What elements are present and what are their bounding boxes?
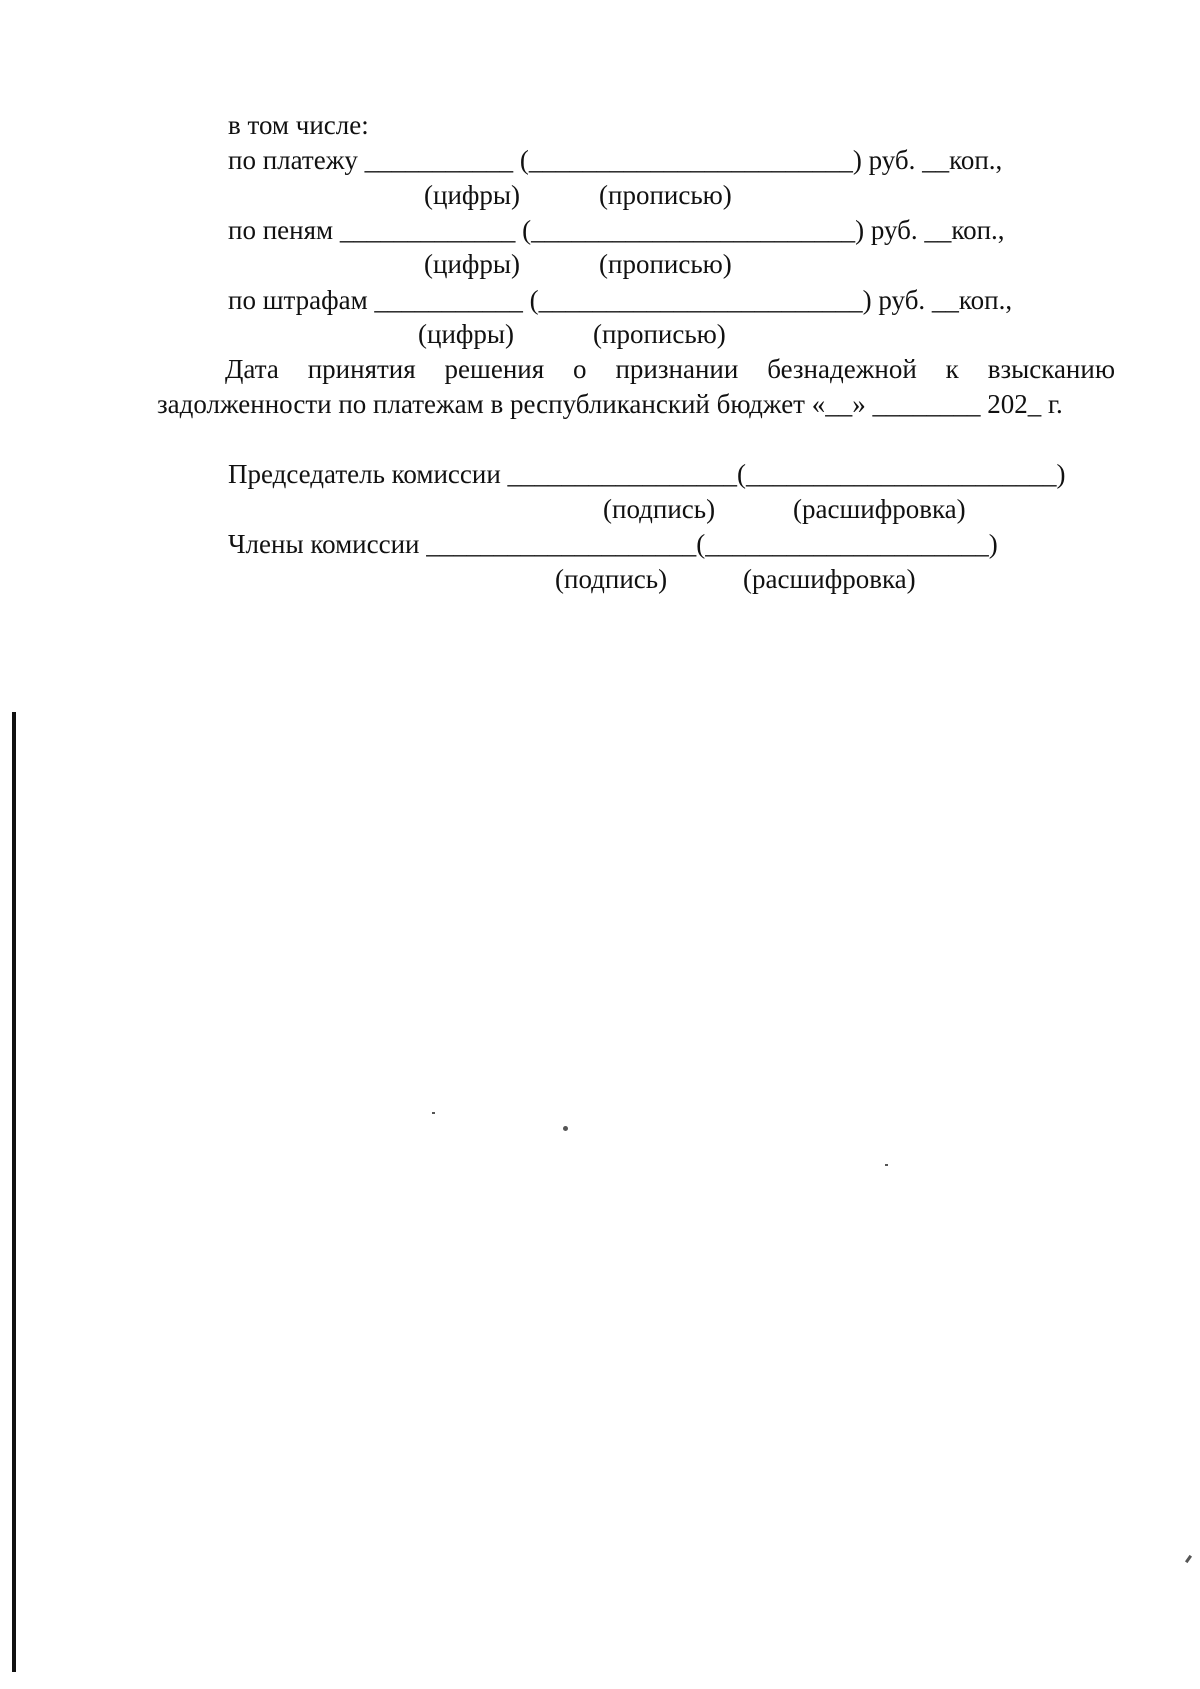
decision-date-text: Дата принятия решения о признании безнадежной к взысканию — [225, 354, 1115, 384]
scan-speck — [563, 1126, 568, 1131]
chairman-sign-caption: (подпись) — [603, 494, 716, 524]
intro-text: в том числе: — [228, 110, 369, 140]
scan-speck — [885, 1164, 888, 1166]
payment-words-caption: (прописью) — [599, 180, 732, 210]
penalty-words-caption: (прописью) — [599, 249, 732, 279]
members-signature-line: Члены комиссии ____________________(_____________________) — [228, 529, 998, 559]
fines-words-caption: (прописью) — [593, 319, 726, 349]
payment-line: по платежу ___________ (________________________) руб. __коп., — [228, 145, 1003, 175]
scan-speck — [432, 1112, 435, 1114]
fines-line: по штрафам ___________ (________________________) руб. __коп., — [228, 285, 1013, 315]
payment-digits-caption: (цифры) — [424, 180, 521, 210]
fines-digits-caption: (цифры) — [418, 319, 515, 349]
penalty-line: по пеням _____________ (________________________) руб. __коп., — [228, 215, 1005, 245]
members-sign-caption: (подпись) — [555, 564, 668, 594]
penalty-digits-caption: (цифры) — [424, 249, 521, 279]
chairman-name-caption: (расшифровка) — [793, 494, 966, 524]
decision-date-text-cont: задолженности по платежам в республиканский бюджет «__» ________ 202_ г. — [157, 389, 1063, 419]
members-name-caption: (расшифровка) — [743, 564, 916, 594]
chairman-signature-line: Председатель комиссии _________________(_______________________) — [228, 459, 1066, 489]
scan-speck — [1185, 1555, 1192, 1563]
scan-edge-bar — [12, 712, 16, 1672]
